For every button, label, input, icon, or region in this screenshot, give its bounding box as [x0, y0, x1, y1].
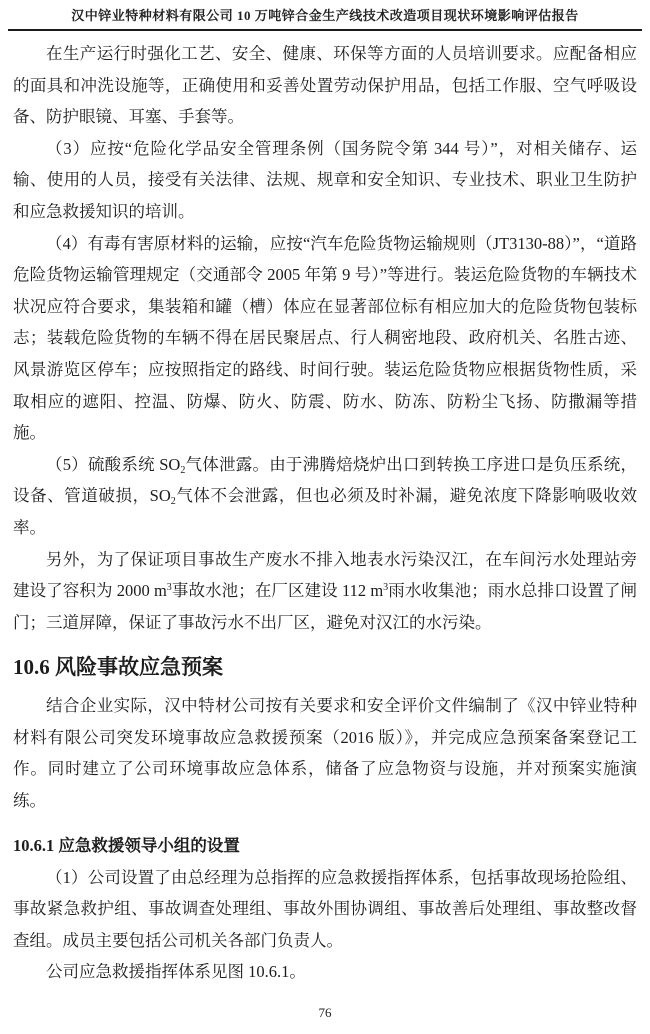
superscript-text: 3: [383, 582, 389, 594]
paragraph: 公司应急救援指挥体系见图 10.6.1。: [46, 962, 306, 982]
paragraph: 结合企业实际，汉中特材公司按有关要求和安全评价文件编制了《汉中锌业特种材料有限公司突发环境事故应急救援预案（2016 版）》，并完成应急预案备案登记工作。同时建立了公司环境事故应急体系，储备了应急物资与设施，并对预案实施演练。: [13, 696, 637, 811]
document-body: [0, 38, 650, 988]
paragraph: 在生产运行时强化工艺、安全、健康、环保等方面的人员培训要求。应配备相应的面具和冲洗设施等，正确使用和妥善处置劳动保护用品，包括工作服、空气呼吸设备、防护眼镜、耳塞、手套等。: [13, 44, 637, 127]
section-heading: 10.6 风险事故应急预案: [13, 655, 223, 680]
running-header-title: 汉中锌业特种材料有限公司 10 万吨锌合金生产线技术改造项目现状环境影响评估报告: [71, 8, 579, 23]
paragraph: （1）公司设置了由总经理为总指挥的应急救援指挥体系，包括事故现场抢险组、事故紧急救护组、事故调查处理组、事故外围协调组、事故善后处理组、事故整改督查组。成员主要包括公司机关各部门负责人。: [13, 867, 637, 950]
subscript-text: 2: [170, 496, 176, 508]
paragraph: （4）有毒有害原材料的运输，应按“汽车危险货物运输规则（JT3130-88）”，“道路危险货物运输管理规定（交通部令 2005 年第 9 号）”等进行。装运危险货物的车辆技术状况应符合要求，集装箱和罐（槽）体应在显著部位标有相应加大的危险货物包装标志；装载危险货物的车辆不得在居民聚居点、行人稠密地段、政府机关、名胜古迹、风景游览区停车；应按照指定的路线、时间行驶。装运危险货物应根据货物性质，采取相应的遮阳、控温、防爆、防火、防震、防水、防冻、防粉尘飞扬、防撒漏等措施。: [13, 233, 637, 443]
page-footer: [0, 1005, 650, 1021]
paragraph: 另外，为了保证项目事故生产废水不排入地表水污染汉江，在车间污水处理站旁建设了容积为 2000 $m^3$事故水池；在厂区建设 112 $m^3$雨水收集池；雨水总排口设置了闸门；三道屏障，保证了事故污水不出厂区，避免对汉江的水污染。: [13, 549, 637, 632]
subscript-text: 2: [180, 464, 186, 476]
paragraph: （3）应按“危险化学品安全管理条例（国务院令第 344 号）”，对相关储存、运输、使用的人员，接受有关法律、法规、规章和安全知识、专业技术、职业卫生防护和应急救援知识的培训。: [13, 138, 637, 221]
paragraph: （5）硫酸系统 $SO_2$气体泄露。由于沸腾焙烧炉出口到转换工序进口是负压系统，设备、管道破损，$SO_2$气体不会泄露，但也必须及时补漏，避免浓度下降影响吸收效率。: [13, 454, 638, 537]
subsection-heading: 10.6.1 应急救援领导小组的设置: [13, 835, 240, 855]
superscript-text: 3: [166, 582, 172, 594]
running-header: [0, 0, 650, 25]
page-number: 76: [318, 1005, 332, 1020]
header-rule: [8, 29, 642, 31]
